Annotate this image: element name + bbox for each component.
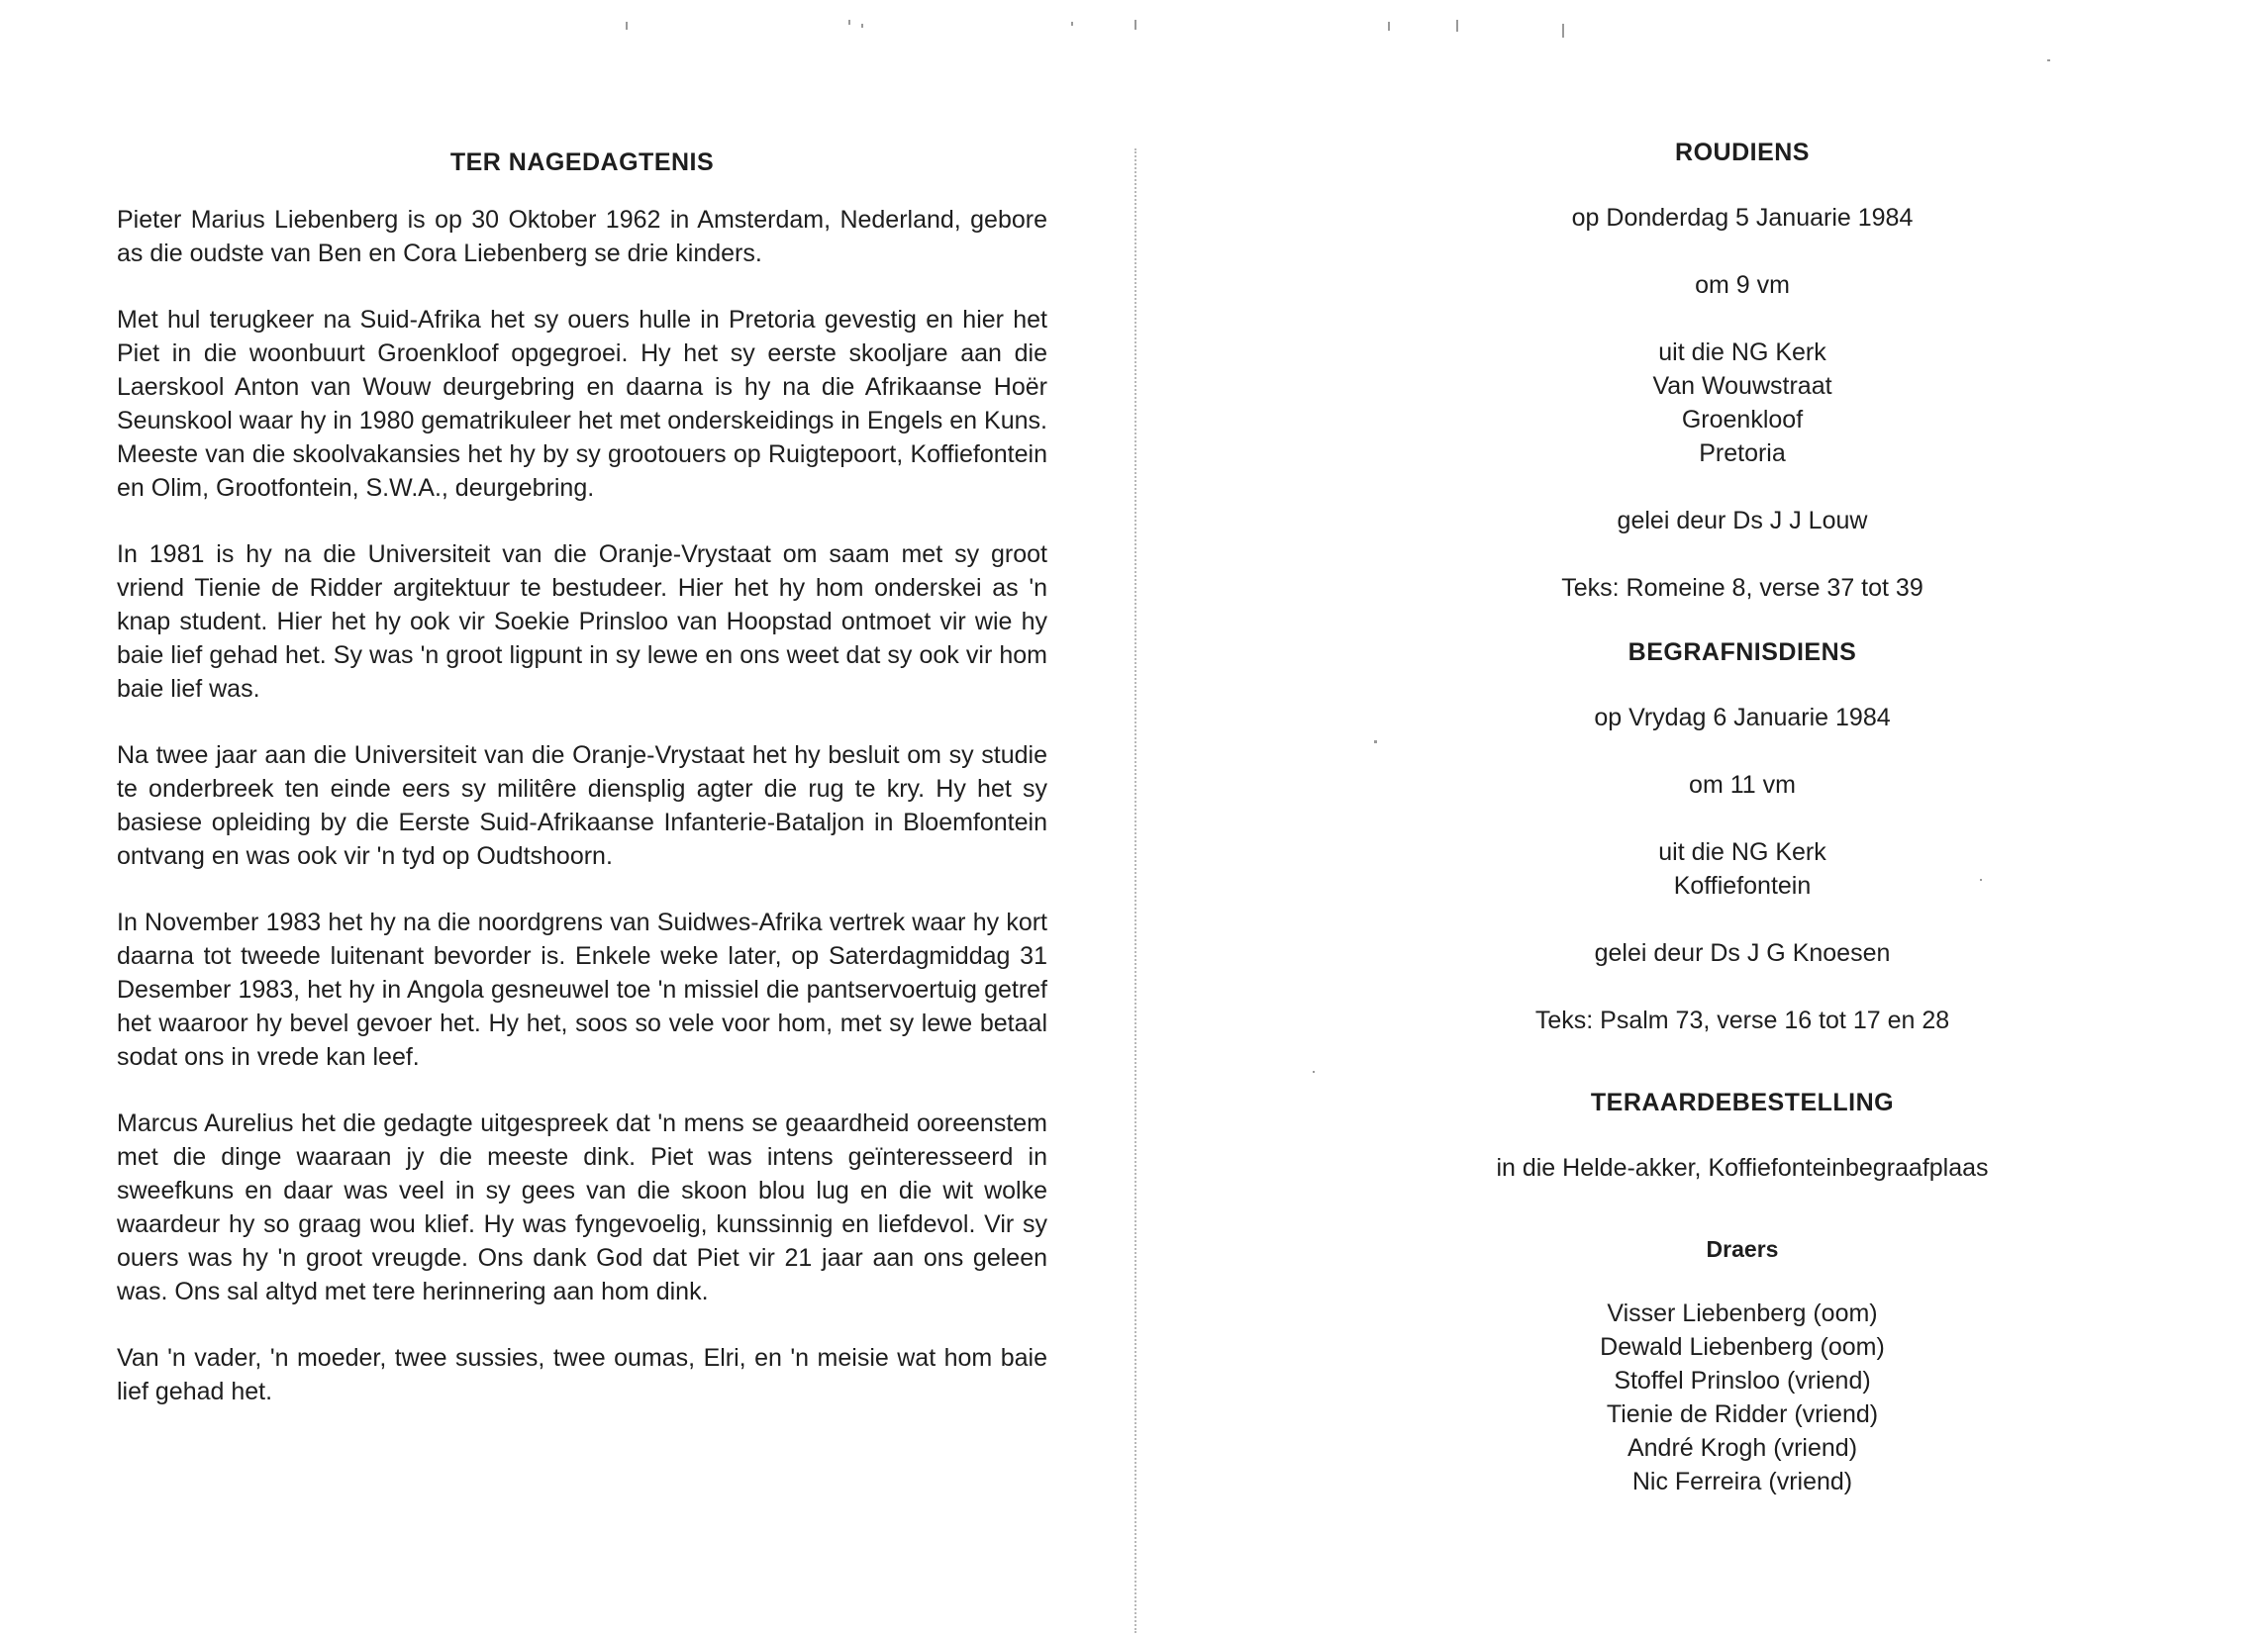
paragraph-family: Van 'n vader, 'n moeder, twee sussies, twee oumas, Elri, en 'n meisie wat hom baie lief gehad het. [117,1344,1047,1405]
paragraph-university: In 1981 is hy na die Universiteit van die Oranje-Vrystaat om saam met sy groot vriend Tienie de Ridder argitektuur te bestudeer. Hier het hy hom onderskei as 'n knap student. Hier het hy ook vir Soekie Prinsloo van Hoopstad ontmoet vir wie hy baie lief gehad het. Sy was 'n groot ligpunt in sy lewe en ons weet dat sy ook vir hom baie lief was. [117,540,1047,703]
pallbearer-name: Stoffel Prinsloo (vriend) [1614,1367,1871,1395]
teraardebestelling-section [1426,1089,2059,1185]
begrafnisdiens-time: om 11 vm [1689,771,1796,799]
roudiens-date: op Donderdag 5 Januarie 1984 [1571,204,1914,232]
paragraph-character: Marcus Aurelius het die gedagte uitgespreek dat 'n mens se geaardheid ooreenstem met die dinge waaraan jy die meeste dink. Piet was intens geïnteresseerd in sweefkuns en daar was veel in sy gees van die skoon blou lug en die wit wolke waardeur hy so graag wou klief. Hy was fyngevoelig, kunssinnig en liefdevol. Vir sy ouers was hy 'n groot vreugde. Ons dank God dat Piet vir 21 jaar aan ons geleen was. Ons sal altyd met tere herinnering aan hom dink. [117,1109,1047,1305]
paragraph-death: In November 1983 het hy na die noordgrens van Suidwes-Afrika vertrek waar hy kort daarna tot tweede luitenant bevorder is. Enkele weke later, op Saterdagmiddag 31 Desember 1983, het hy in Angola gesneuwel toe 'n missiel die pantservoertuig getref het waaroor hy bevel gevoer het. Hy het, soos so vele voor hom, met sy lewe betaal sodat ons in vrede kan leef. [117,909,1047,1071]
pallbearer-name: Visser Liebenberg (oom) [1607,1299,1878,1327]
teraardebestelling-title: TERAARDEBESTELLING [1590,1089,1895,1116]
roudiens-time: om 9 vm [1695,271,1790,299]
roudiens-minister: gelei deur Ds J J Louw [1617,507,1868,534]
pallbearer-name: Nic Ferreira (vriend) [1631,1468,1853,1495]
venue-line: uit die NG Kerk [1658,338,1826,366]
roudiens-title: ROUDIENS [1675,139,1810,166]
begrafnisdiens-date: op Vrydag 6 Januarie 1984 [1594,704,1891,731]
roudiens-venue [1426,336,2059,470]
page-fold [1134,148,1136,1633]
venue-line: Pretoria [1699,439,1786,467]
memorial-text-page [117,148,1047,1441]
begrafnisdiens-venue [1426,835,2059,903]
begrafnisdiens-title: BEGRAFNISDIENS [1627,638,1857,666]
pallbearer-name: André Krogh (vriend) [1627,1434,1858,1462]
service-details-page [1426,139,2059,1498]
venue-line: uit die NG Kerk [1658,838,1826,866]
roudiens-scripture: Teks: Romeine 8, verse 37 tot 39 [1561,574,1923,602]
pallbearer-name: Dewald Liebenberg (oom) [1600,1333,1885,1361]
draers-title: Draers [1706,1236,1779,1262]
burial-place: in die Helde-akker, Koffiefonteinbegraafplaas [1496,1154,1989,1182]
begrafnisdiens-section [1426,638,2059,1037]
paragraph-birth: Pieter Marius Liebenberg is op 30 Oktober 1962 in Amsterdam, Nederland, gebore as die oudste van Ben en Cora Liebenberg se drie kinders. [117,206,1047,267]
venue-line: Van Wouwstraat [1652,372,1832,400]
roudiens-section [1426,139,2059,605]
begrafnisdiens-scripture: Teks: Psalm 73, verse 16 tot 17 en 28 [1534,1007,1950,1034]
paragraph-military: Na twee jaar aan die Universiteit van die Oranje-Vrystaat het hy besluit om sy studie te onderbreek ten einde eers sy militêre diensplig agter die rug te kry. Hy het sy basiese opleiding by die Eerste Suid-Afrikaanse Infanterie-Bataljon in Bloemfontein ontvang en was ook vir 'n tyd op Oudtshoorn. [117,741,1047,870]
page-title: TER NAGEDAGTENIS [449,148,715,176]
draers-section [1426,1236,2059,1498]
pallbearer-name: Tienie de Ridder (vriend) [1606,1400,1879,1428]
begrafnisdiens-minister: gelei deur Ds J G Knoesen [1594,939,1891,967]
venue-line: Koffiefontein [1673,872,1812,900]
paragraph-childhood: Met hul terugkeer na Suid-Afrika het sy ouers hulle in Pretoria gevestig en hier het Piet in die woonbuurt Groenkloof opgegroei. Hy het sy eerste skooljare aan die Laerskool Anton van Wouw deurgebring en daarna is hy na die Afrikaanse Hoër Seunskool waar hy in 1980 gematrikuleer het met onderskeidings in Engels en Kuns. Meeste van die skoolvakansies het hy by sy grootouers op Ruigtepoort, Koffiefontein en Olim, Grootfontein, S.W.A., deurgebring. [117,306,1047,502]
venue-line: Groenkloof [1681,406,1804,433]
